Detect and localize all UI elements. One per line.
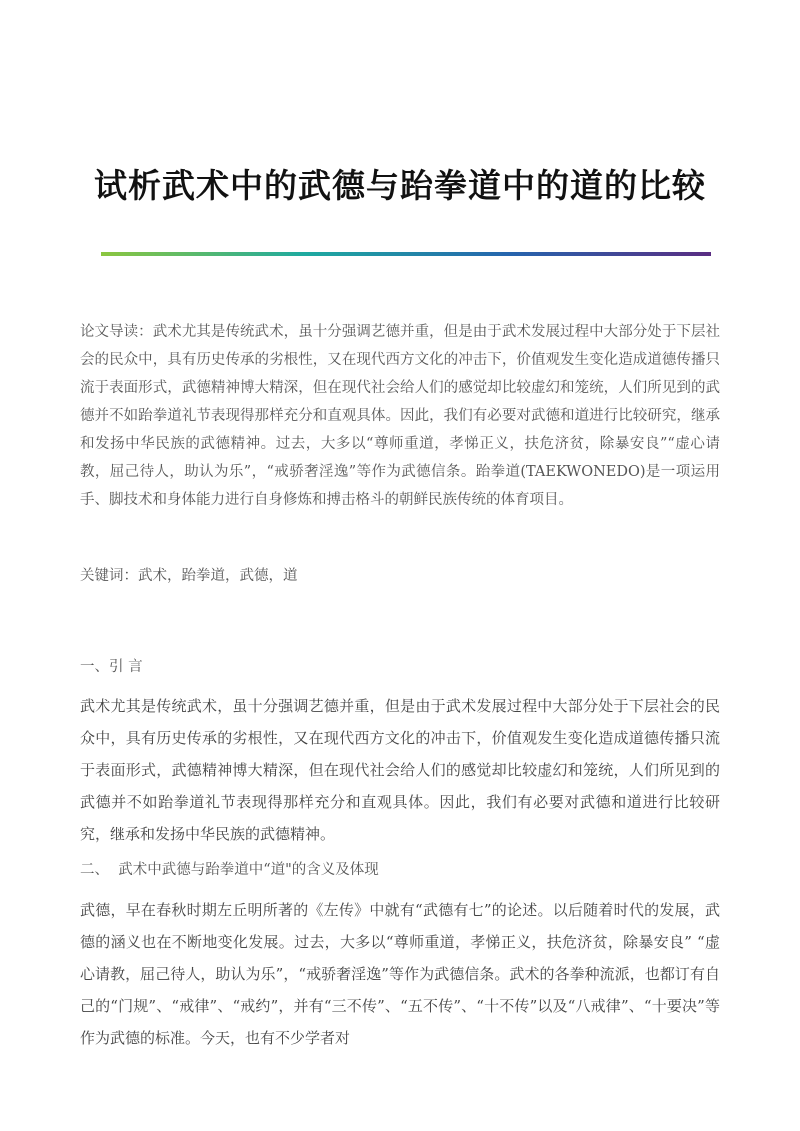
abstract-paragraph: 论文导读：武术尤其是传统武术，虽十分强调艺德并重，但是由于武术发展过程中大部分处于下层社会的民众中，具有历史传承的劣根性，又在现代西方文化的冲击下，价值观发生变化造成道德传播只流于表面形式，武德精神博大精深，但在现代社会给人们的感觉却比较虚幻和笼统，人们所见到的武德并不如跆拳道礼节表现得那样充分和直观具体。因此，我们有必要对武德和道进行比较研究，继承和发扬中华民族的武德精神。过去，大多以“尊师重道，孝悌正义，扶危济贫，除暴安良”“虚心请教，屈己待人，助认为乐”，“戒骄奢淫逸”等作为武德信条。跆拳道(TAEKWONEDO)是一项运用手、脚技术和身体能力进行自身修炼和搏击格斗的朝鲜民族传统的体育项目。 [80,324,720,508]
document-title: 试析武术中的武德与跆拳道中的道的比较 [94,166,706,205]
section-body-meaning: 武德，早在春秋时期左丘明所著的《左传》中就有“武德有七”的论述。以后随着时代的发展，武德的涵义也在不断地变化发展。过去，大多以“尊师重道，孝悌正义，扶危济贫，除暴安良” “虚心请教，屈己待人，助认为乐”，“戒骄奢淫逸”等作为武德信条。武术的各拳种流派，也都订有自己的“门规”、“戒律”、“戒约”，并有“三不传”、“五不传”、“十不传”以及“八戒律”、“十要决”等作为武德的标准。今天，也有不少学者对 [80,901,720,1047]
section-heading-introduction: 一、引 言 [80,659,143,675]
section-heading-meaning: 二、 武术中武德与跆拳道中“道"的含义及体现 [80,862,379,878]
keywords-line: 关键词：武术，跆拳道，武德，道 [80,568,298,584]
title-divider-bar [101,252,711,256]
section-body-introduction: 武术尤其是传统武术，虽十分强调艺德并重，但是由于武术发展过程中大部分处于下层社会的民众中，具有历史传承的劣根性，又在现代西方文化的冲击下，价值观发生变化造成道德传播只流于表面形式，武德精神博大精深，但在现代社会给人们的感觉却比较虚幻和笼统，人们所见到的武德并不如跆拳道礼节表现得那样充分和直观具体。因此，我们有必要对武德和道进行比较研究，继承和发扬中华民族的武德精神。 [80,697,720,843]
